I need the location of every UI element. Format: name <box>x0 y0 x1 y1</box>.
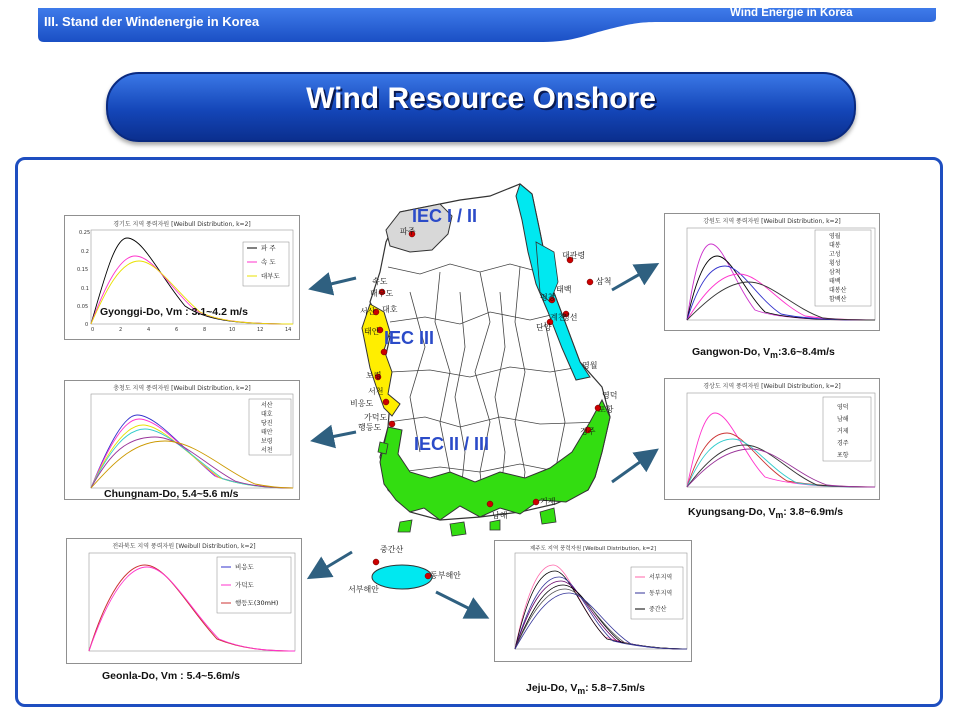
svg-text:중간산: 중간산 <box>380 545 404 554</box>
svg-text:파주: 파주 <box>400 227 416 236</box>
svg-text:10: 10 <box>229 327 236 333</box>
svg-text:대호: 대호 <box>261 411 273 418</box>
svg-text:2: 2 <box>119 327 123 333</box>
svg-text:동부지역: 동부지역 <box>649 590 673 597</box>
zone-label-iec-3: IEC III <box>384 328 435 348</box>
svg-text:경상도 지역 풍력자원 [Weibull Distribut: 경상도 지역 풍력자원 [Weibull Distribution, k=2] <box>703 383 841 390</box>
svg-text:남해: 남해 <box>837 416 849 423</box>
svg-text:속 도: 속 도 <box>261 258 276 266</box>
svg-text:보령: 보령 <box>366 371 382 380</box>
svg-text:서부지역: 서부지역 <box>649 574 673 581</box>
svg-text:비응도: 비응도 <box>350 399 374 408</box>
caption-kyungsang: Kyungsang-Do, $V_m$: 3.8~6.9m/s <box>688 506 844 521</box>
jeju-island <box>372 565 432 589</box>
svg-text:고성: 고성 <box>829 251 841 258</box>
svg-text:서부해안: 서부해안 <box>348 585 379 594</box>
svg-text:0.1: 0.1 <box>81 286 89 292</box>
svg-text:행등도(30mH): 행등도(30mH) <box>235 599 279 607</box>
chart-gangwon <box>664 213 880 331</box>
svg-text:보령: 보령 <box>261 438 273 445</box>
svg-text:제주도 지역 풍력자원 [Weibull Distribut: 제주도 지역 풍력자원 [Weibull Distribution, k=2] <box>529 546 657 552</box>
svg-text:태백: 태백 <box>556 285 572 294</box>
svg-text:삼척: 삼척 <box>829 269 841 276</box>
svg-text:행등도: 행등도 <box>358 423 382 432</box>
svg-text:충청도 지역 풍력자원 [Weibull Distribut: 충청도 지역 풍력자원 [Weibull Distribution, k=2] <box>113 385 251 392</box>
svg-text:남해: 남해 <box>492 511 508 520</box>
svg-text:가덕도: 가덕도 <box>235 581 254 589</box>
svg-text:가덕도: 가덕도 <box>364 413 388 422</box>
page-title: Wind Resource Onshore <box>306 82 656 115</box>
svg-text:전라북도 지역 풍력자원 [Weibull Distribu: 전라북도 지역 풍력자원 [Weibull Distribution, k=2] <box>112 543 256 550</box>
svg-text:0.05: 0.05 <box>77 304 89 310</box>
svg-text:거제: 거제 <box>837 428 849 435</box>
svg-text:속도: 속도 <box>372 277 388 286</box>
chart-kyungsang <box>664 378 880 500</box>
svg-text:서천: 서천 <box>261 447 273 454</box>
caption-chungnam: Chungnam-Do, 5.4~5.6 m/s <box>104 488 239 500</box>
svg-text:14: 14 <box>285 327 292 333</box>
svg-text:중간산: 중간산 <box>649 606 667 613</box>
svg-text:6: 6 <box>175 327 179 333</box>
svg-text:동부해안: 동부해안 <box>430 571 461 580</box>
section-title: III. Stand der Windenergie in Korea <box>44 14 260 29</box>
svg-text:서산: 서산 <box>360 307 376 316</box>
svg-text:포항: 포항 <box>598 405 614 414</box>
svg-text:태백: 태백 <box>829 278 841 285</box>
caption-jeonla: Geonla-Do, Vm : 5.4~5.6m/s <box>102 670 241 682</box>
svg-text:영월: 영월 <box>582 361 598 370</box>
svg-text:함백산: 함백산 <box>829 296 847 303</box>
svg-text:서산: 서산 <box>261 402 273 409</box>
svg-text:정선: 정선 <box>562 313 578 322</box>
svg-text:4: 4 <box>147 327 151 333</box>
svg-text:12: 12 <box>257 327 264 333</box>
zone-label-iec-1-2: IEC I / II <box>412 206 478 226</box>
svg-text:0: 0 <box>91 327 95 333</box>
svg-text:태안: 태안 <box>364 327 380 336</box>
svg-text:경주: 경주 <box>837 440 849 447</box>
caption-gangwon: Gangwon-Do, $V_m:3.6\sim 8.4m/s$ <box>692 346 835 361</box>
svg-text:당진: 당진 <box>261 420 273 427</box>
chart-title: 경기도 지역 풍력자원 [Weibull Distribution, k=2] <box>113 221 251 228</box>
chart-chungnam <box>64 380 300 500</box>
zone-label-iec-2-3: IEC II / III <box>414 434 490 454</box>
svg-text:대봉산: 대봉산 <box>829 287 847 294</box>
svg-text:0.25: 0.25 <box>79 230 91 236</box>
svg-text:대부도: 대부도 <box>370 289 394 298</box>
svg-text:영월: 영월 <box>829 233 841 240</box>
svg-text:대관령: 대관령 <box>562 251 586 260</box>
svg-text:강원도 지역 풍력자원 [Weibull Distribut: 강원도 지역 풍력자원 [Weibull Distribution, k=2] <box>703 218 841 225</box>
caption-gyeonggi: Gyonggi-Do, Vm : 3.1~4.2 m/s <box>100 306 248 318</box>
svg-text:대봉: 대봉 <box>829 242 841 249</box>
svg-text:파 주: 파 주 <box>261 244 276 252</box>
svg-text:횡성: 횡성 <box>829 260 841 267</box>
svg-text:단양: 단양 <box>536 323 552 332</box>
caption-jeju: Jeju-Do, $V_m$: 5.8~7.5m/s <box>526 682 645 697</box>
svg-text:대부도: 대부도 <box>261 272 280 280</box>
svg-text:0.15: 0.15 <box>77 267 89 273</box>
svg-text:대호: 대호 <box>382 305 398 314</box>
header-right-label: Wind Energie in Korea <box>730 7 853 19</box>
svg-text:거제: 거제 <box>540 497 556 506</box>
svg-text:영덕: 영덕 <box>602 391 618 400</box>
svg-text:비응도: 비응도 <box>235 563 254 571</box>
svg-text:포항: 포항 <box>837 452 849 459</box>
svg-text:영덕: 영덕 <box>837 404 849 411</box>
svg-text:8: 8 <box>203 327 207 333</box>
svg-text:계천: 계천 <box>550 313 566 322</box>
svg-text:경주: 경주 <box>580 427 596 436</box>
svg-text:서천: 서천 <box>368 387 384 396</box>
svg-text:평창: 평창 <box>540 293 556 302</box>
svg-text:0.2: 0.2 <box>81 249 89 255</box>
svg-text:0: 0 <box>85 322 89 328</box>
chart-jeju <box>494 540 692 662</box>
chart-gyeonggi <box>64 215 300 340</box>
svg-text:삼척: 삼척 <box>596 277 612 286</box>
svg-text:태안: 태안 <box>261 429 273 436</box>
chart-jeonla <box>66 538 302 664</box>
